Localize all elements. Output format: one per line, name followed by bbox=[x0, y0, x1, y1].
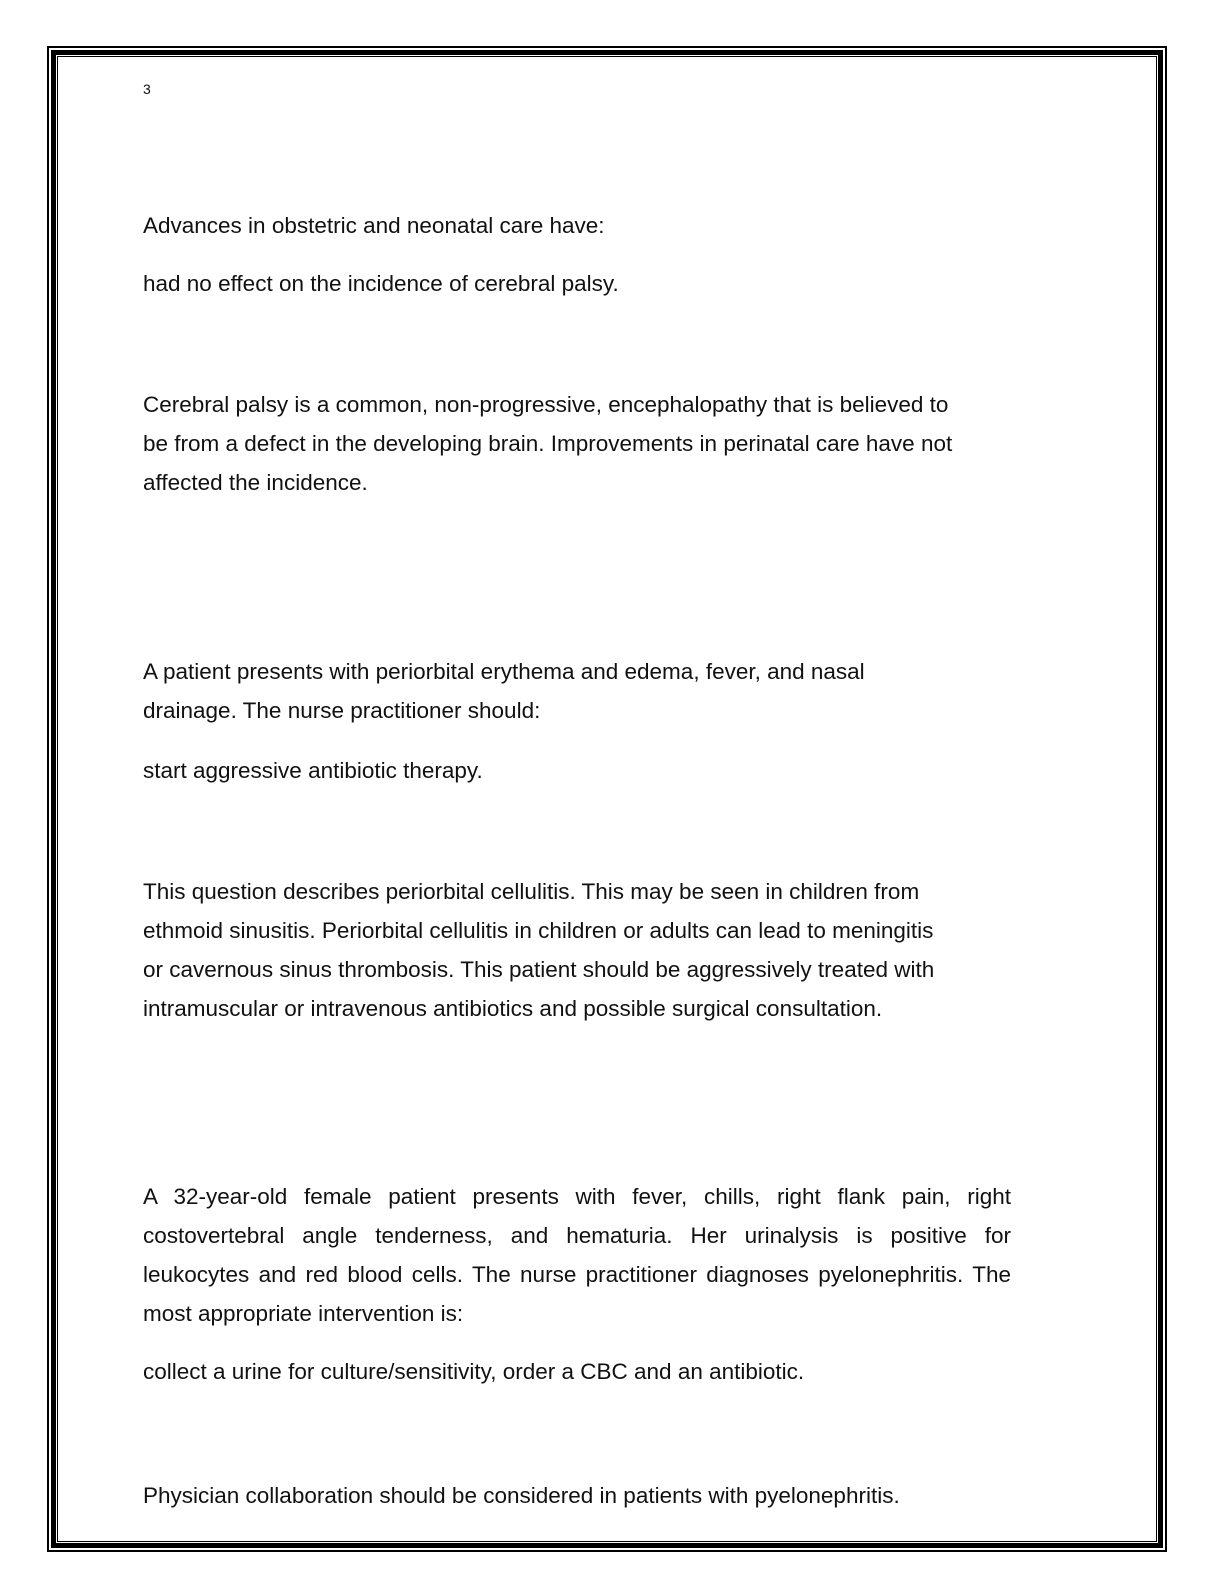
rationale-2-line-1: This question describes periorbital cellulitis. This may be seen in children from bbox=[143, 879, 920, 904]
answer-1: had no effect on the incidence of cerebral palsy. bbox=[143, 271, 619, 296]
rationale-2-line-4: intramuscular or intravenous antibiotics and possible surgical consultation. bbox=[143, 996, 883, 1021]
rationale-2-line-2: ethmoid sinusitis. Periorbital cellulitis in children or adults can lead to meningitis bbox=[143, 918, 934, 943]
rationale-1-line-3: affected the incidence. bbox=[143, 470, 368, 495]
answer-3: collect a urine for culture/sensitivity, order a CBC and an antibiotic. bbox=[143, 1359, 805, 1384]
rationale-3: Physician collaboration should be considered in patients with pyelonephritis. bbox=[143, 1483, 900, 1508]
rationale-2-line-3: or cavernous sinus thrombosis. This patient should be aggressively treated with bbox=[143, 957, 935, 982]
answer-2: start aggressive antibiotic therapy. bbox=[143, 758, 483, 783]
question-1: Advances in obstetric and neonatal care have: bbox=[143, 213, 605, 238]
question-2-line-1: A patient presents with periorbital erythema and edema, fever, and nasal bbox=[143, 659, 865, 684]
question-3: A 32-year-old female patient presents with fever, chills, right flank pain, right costovertebral angle tenderness, and hematuria. Her urinalysis is positive for leukocytes and red blood cells. The nurse practitioner diagnoses pyelonephritis. The most appropriate intervention is: bbox=[143, 1184, 1011, 1326]
page-number: 3 bbox=[143, 81, 151, 97]
rationale-1-line-1: Cerebral palsy is a common, non-progressive, encephalopathy that is believed to bbox=[143, 392, 949, 417]
question-2-line-2: drainage. The nurse practitioner should: bbox=[143, 698, 541, 723]
rationale-1-line-2: be from a defect in the developing brain. Improvements in perinatal care have not bbox=[143, 431, 953, 456]
